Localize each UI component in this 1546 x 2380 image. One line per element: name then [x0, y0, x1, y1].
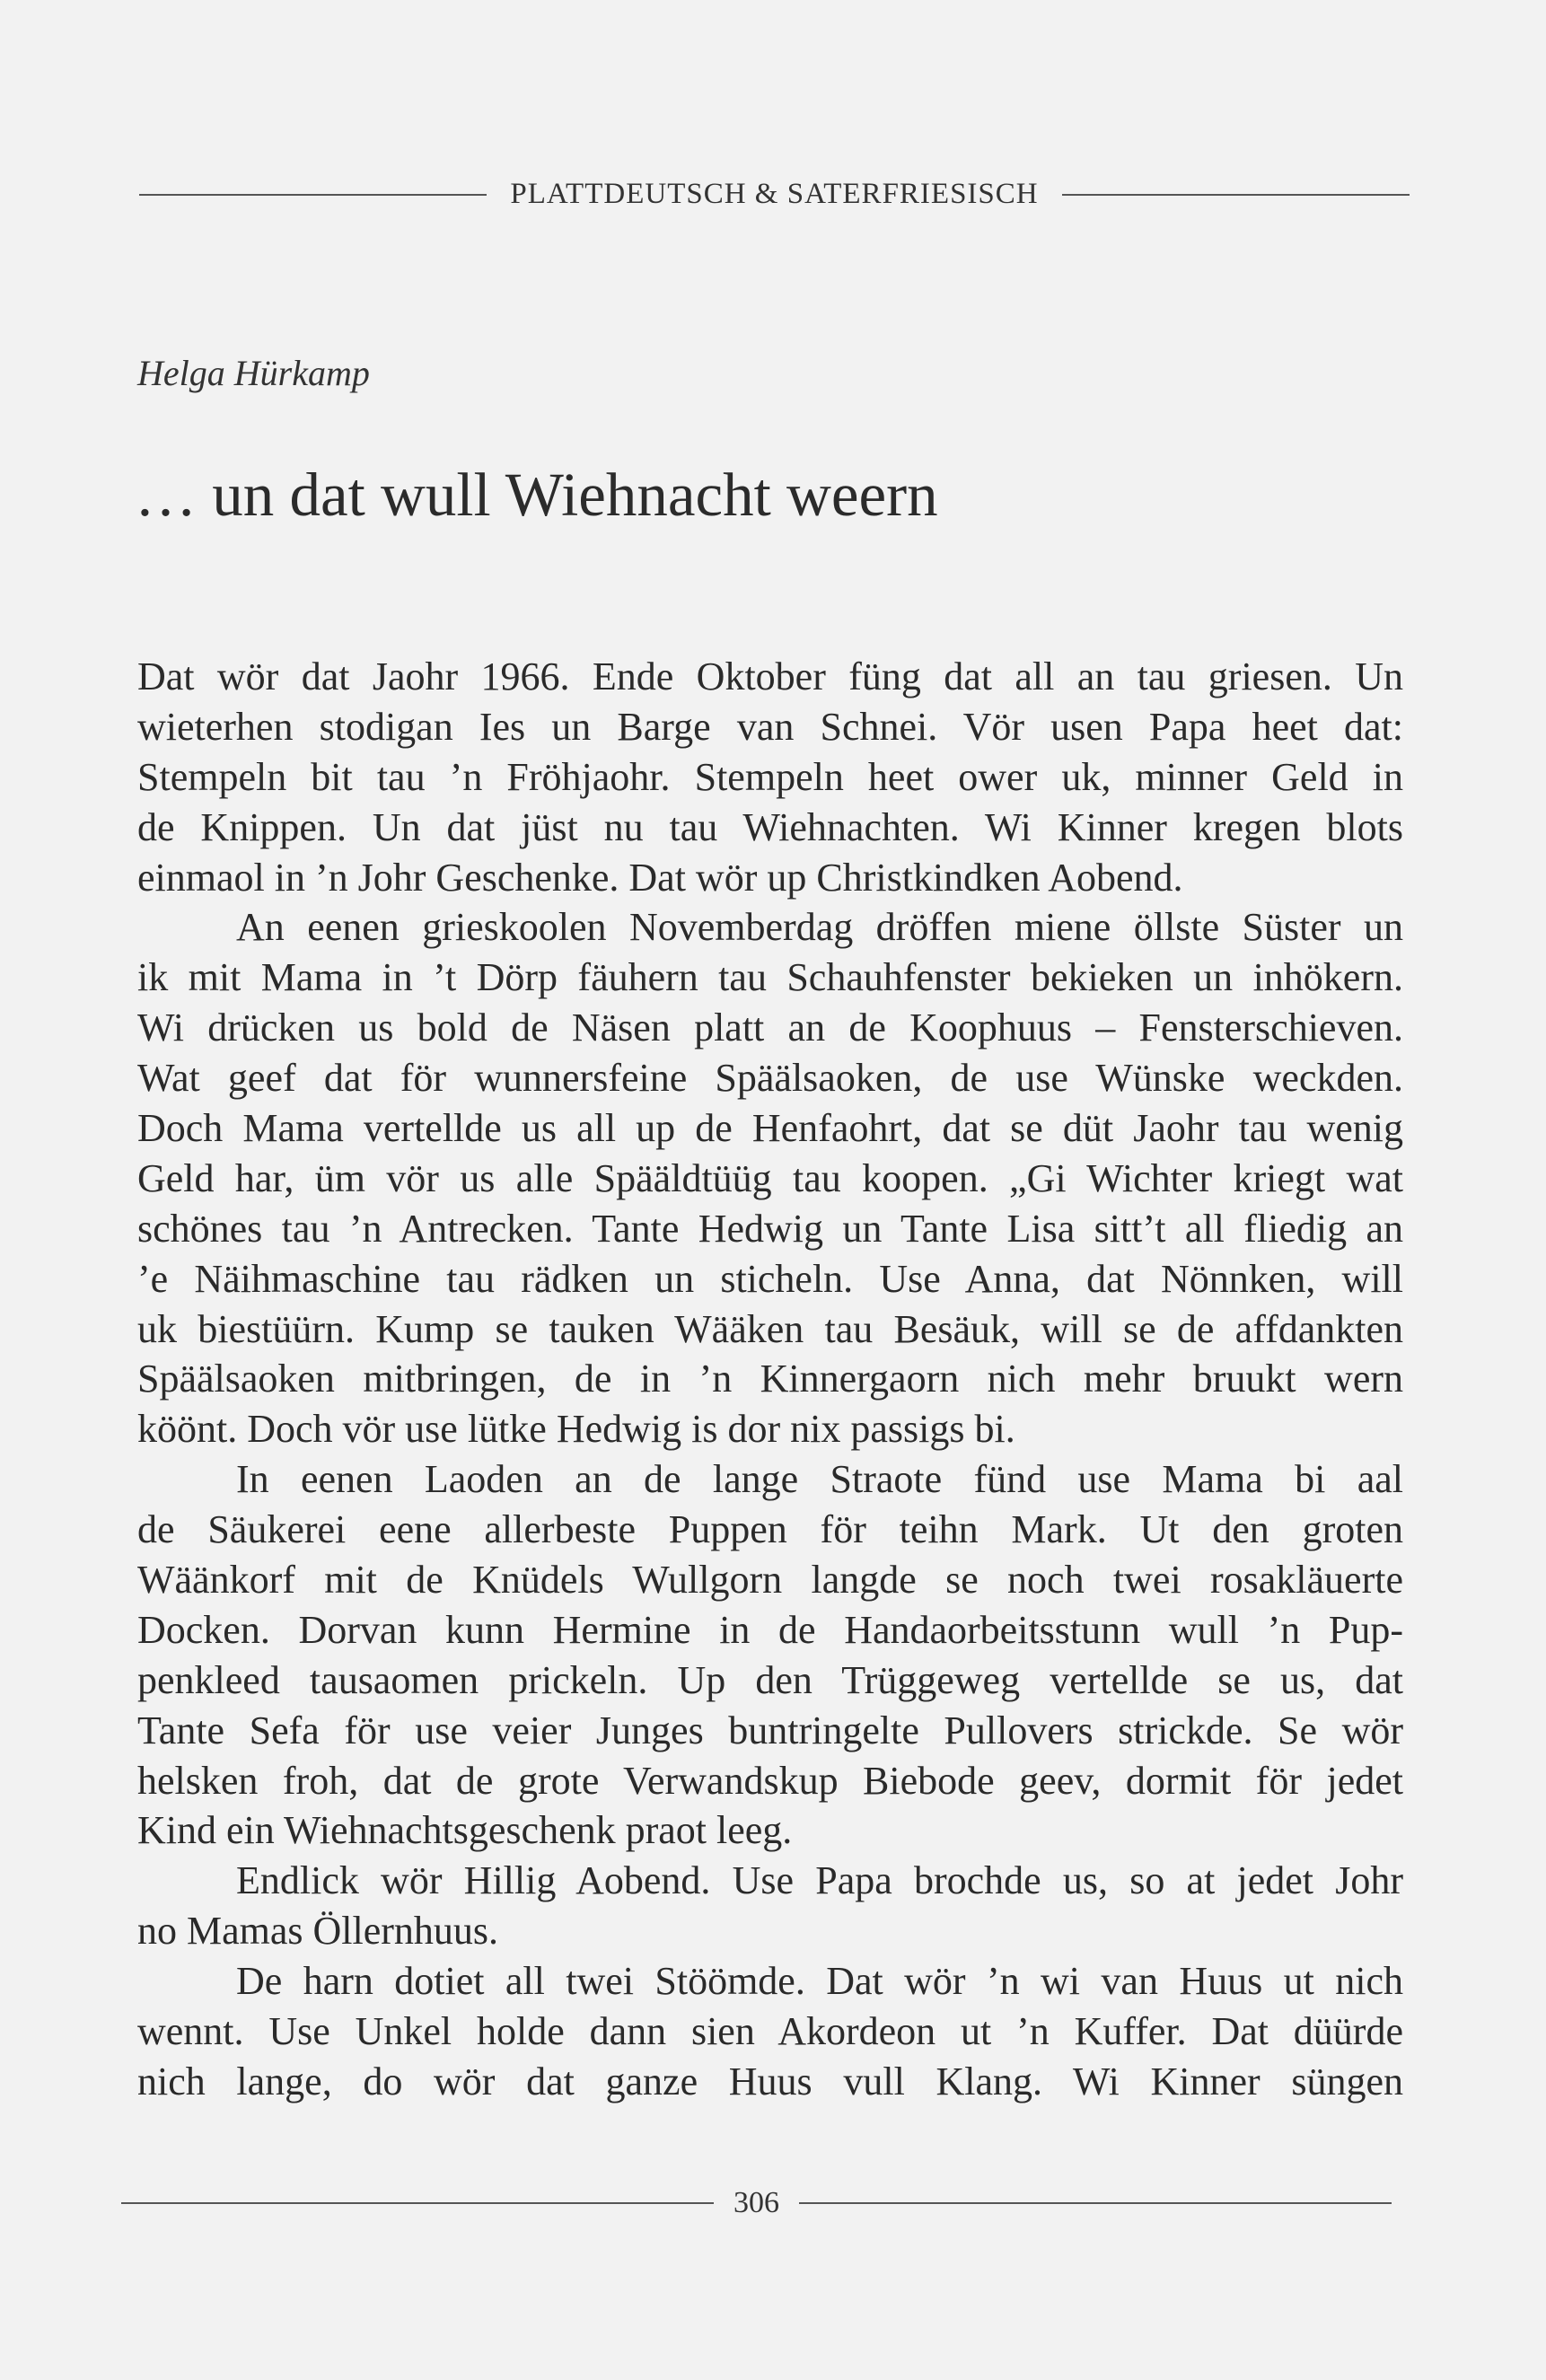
- text-line: de Knippen. Un dat jüst nu tau Wiehnachten. Wi Kinner kregen blots: [137, 804, 1403, 849]
- text-line: köönt. Doch vör use lütke Hedwig is dor nix passigs bi.: [137, 1407, 1015, 1452]
- text-line: ’e Näihmaschine tau rädken un sticheln. Use Anna, dat Nönnken, will: [137, 1256, 1403, 1301]
- author-name: Helga Hürkamp: [137, 353, 370, 393]
- text-line: Geld har, üm vör us alle Spääldtüüg tau koopen. „Gi Wichter kriegt wat: [137, 1155, 1403, 1200]
- text-line: helsken froh, dat de grote Verwandskup Biebode geev, dormit för jedet: [137, 1758, 1403, 1803]
- text-line: ik mit Mama in ’t Dörp fäuhern tau Schauhfenster bekieken un inhökern.: [137, 955, 1403, 1000]
- running-head: [139, 178, 1410, 211]
- text-line: Späälsaoken mitbringen, de in ’n Kinnergaorn nich mehr bruukt wern: [137, 1357, 1403, 1401]
- text-line: de Säukerei eene allerbeste Puppen för teihn Mark. Ut den groten: [137, 1507, 1403, 1552]
- text-line: Dat wör dat Jaohr 1966. Ende Oktober füng dat all an tau griesen. Un: [137, 654, 1403, 698]
- running-head-text: PLATTDEUTSCH & SATERFRIESISCH: [510, 178, 1039, 210]
- page-number: 306: [733, 2186, 779, 2219]
- text-line: Docken. Dorvan kunn Hermine in de Handaorbeitsstunn wull ’n Pup-: [137, 1607, 1403, 1652]
- body-text: [137, 652, 1403, 2107]
- text-line: Kind ein Wiehnachtsgeschenk praot leeg.: [137, 1808, 793, 1853]
- running-head-rule-left: [139, 194, 487, 196]
- text-line: wennt. Use Unkel holde dann sien Akordeon ut ’n Kuffer. Dat düürde: [137, 2009, 1403, 2054]
- text-line: no Mamas Öllernhuus.: [137, 1909, 499, 1954]
- article-title: … un dat wull Wiehnacht weern: [135, 461, 938, 529]
- text-line: einmaol in ’n Johr Geschenke. Dat wör up Christkindken Aobend.: [137, 855, 1183, 900]
- text-line: Wat geef dat för wunnersfeine Späälsaoken, de use Wünske weckden.: [137, 1056, 1403, 1101]
- text-line: Doch Mama vertellde us all up de Henfaohrt, dat se düt Jaohr tau wenig: [137, 1106, 1403, 1151]
- text-line: wieterhen stodigan Ies un Barge van Schnei. Vör usen Papa heet dat:: [137, 704, 1403, 749]
- page-footer: [121, 2186, 1392, 2220]
- footer-rule-right: [799, 2202, 1392, 2204]
- text-line: Wi drücken us bold de Näsen platt an de Koophuus – Fensterschieven.: [137, 1006, 1403, 1050]
- text-line: In eenen Laoden an de lange Straote fünd use Mama bi aal: [236, 1457, 1403, 1502]
- text-line: penkleed tausaomen prickeln. Up den Trüggeweg vertellde se us, dat: [137, 1657, 1403, 1702]
- text-line: An eenen grieskoolen Novemberdag dröffen miene öllste Süster un: [236, 905, 1403, 950]
- text-line: nich lange, do wör dat ganze Huus vull Klang. Wi Kinner süngen: [137, 2059, 1403, 2103]
- text-line: Tante Sefa för use veier Junges buntringelte Pullovers strickde. Se wör: [137, 1708, 1403, 1752]
- text-line: schönes tau ’n Antrecken. Tante Hedwig un Tante Lisa sitt’t all fliedig an: [137, 1206, 1403, 1251]
- text-line: Endlick wör Hillig Aobend. Use Papa brochde us, so at jedet Johr: [236, 1858, 1403, 1903]
- text-line: uk biestüürn. Kump se tauken Wääken tau Besäuk, will se de affdankten: [137, 1306, 1403, 1351]
- running-head-rule-right: [1062, 194, 1410, 196]
- footer-rule-left: [121, 2202, 714, 2204]
- text-line: Stempeln bit tau ’n Fröhjaohr. Stempeln heet ower uk, minner Geld in: [137, 754, 1403, 799]
- text-line: Wäänkorf mit de Knüdels Wullgorn langde se noch twei rosakläuerte: [137, 1558, 1403, 1603]
- text-line: De harn dotiet all twei Stöömde. Dat wör ’n wi van Huus ut nich: [236, 1959, 1403, 2004]
